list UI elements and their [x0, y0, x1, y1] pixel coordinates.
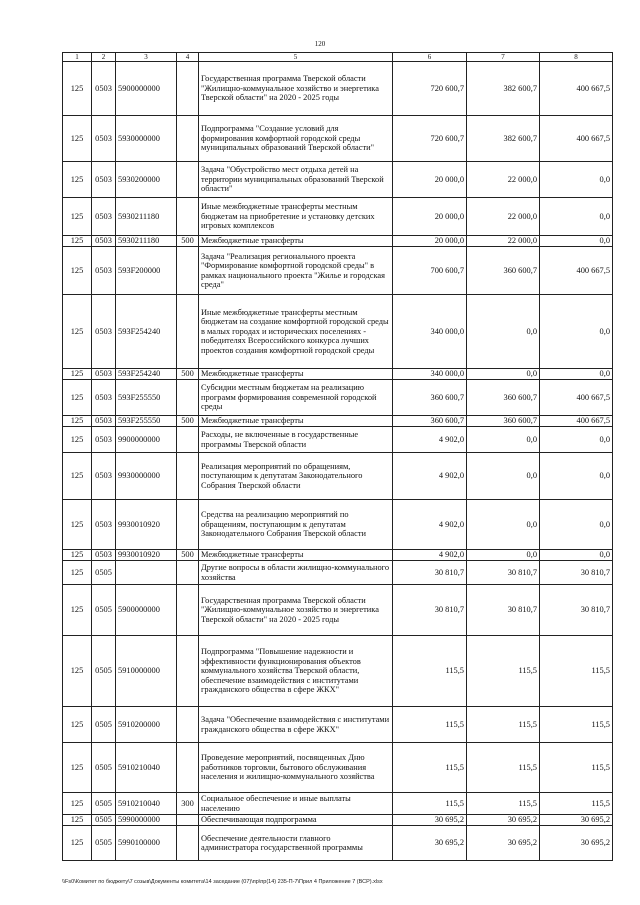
table-row: [63, 416, 613, 427]
amount-2020-cell: 30 695,2: [393, 815, 467, 826]
ministry-code-cell: 125: [63, 500, 92, 550]
amount-2022-cell: 0,0: [540, 162, 613, 198]
amount-2021-cell: 30 810,7: [467, 585, 540, 636]
amount-2022-cell: 30 810,7: [540, 561, 613, 585]
description-cell: Реализация мероприятий по обращениям, поступающим к депутатам Законодательного Собрания Тверской области: [199, 453, 393, 500]
ministry-code-cell: 125: [63, 236, 92, 247]
expense-type-cell: [177, 198, 199, 236]
target-article-cell: 5900000000: [116, 585, 177, 636]
section-code-cell: 0503: [92, 236, 116, 247]
description-cell: Государственная программа Тверской области "Жилищно-коммунальное хозяйство и энергетика Тверской области" на 2020 - 2025 годы: [199, 585, 393, 636]
expense-type-cell: [177, 295, 199, 369]
section-code-cell: 0503: [92, 500, 116, 550]
description-cell: Обеспечивающая подпрограмма: [199, 815, 393, 826]
description-cell: Средства на реализацию мероприятий по обращениям, поступающим к депутатам Законодательного Собрания Тверской области: [199, 500, 393, 550]
amount-2021-cell: 22 000,0: [467, 198, 540, 236]
description-cell: Межбюджетные трансферты: [199, 550, 393, 561]
amount-2020-cell: 700 600,7: [393, 247, 467, 295]
table-row: [63, 707, 613, 743]
target-article-cell: 5900000000: [116, 62, 177, 116]
table-row: [63, 369, 613, 380]
expense-type-cell: 500: [177, 369, 199, 380]
amount-2022-cell: 400 667,5: [540, 116, 613, 162]
amount-2022-cell: 30 810,7: [540, 585, 613, 636]
expense-type-cell: [177, 162, 199, 198]
section-code-cell: 0503: [92, 198, 116, 236]
target-article-cell: 5930211180: [116, 198, 177, 236]
table-body: [63, 62, 613, 861]
amount-2022-cell: 115,5: [540, 743, 613, 793]
file-path-footer: \\Fs0\Комитет по бюджету\7 созыв\Документы комитета\14 заседание (07)\пр\пр(14) 235-П-7\Прил 4 Приложение 7 (ВСР).xlsx: [62, 879, 383, 885]
amount-2021-cell: 115,5: [467, 743, 540, 793]
amount-2021-cell: 0,0: [467, 550, 540, 561]
amount-2022-cell: 30 695,2: [540, 815, 613, 826]
amount-2021-cell: 360 600,7: [467, 416, 540, 427]
amount-2021-cell: 0,0: [467, 295, 540, 369]
ministry-code-cell: 125: [63, 815, 92, 826]
expense-type-cell: [177, 561, 199, 585]
expense-type-cell: [177, 500, 199, 550]
ministry-code-cell: 125: [63, 380, 92, 416]
target-article-cell: 593F254240: [116, 295, 177, 369]
table-row: [63, 62, 613, 116]
amount-2021-cell: 30 695,2: [467, 826, 540, 861]
amount-2020-cell: 360 600,7: [393, 380, 467, 416]
amount-2020-cell: 20 000,0: [393, 236, 467, 247]
expense-type-cell: [177, 743, 199, 793]
table-row: [63, 500, 613, 550]
amount-2020-cell: 4 902,0: [393, 550, 467, 561]
amount-2020-cell: 115,5: [393, 636, 467, 707]
expense-type-cell: [177, 585, 199, 636]
ministry-code-cell: 125: [63, 247, 92, 295]
table-row: [63, 550, 613, 561]
target-article-cell: 593F254240: [116, 369, 177, 380]
table-row: [63, 427, 613, 453]
target-article-cell: 593F255550: [116, 380, 177, 416]
amount-2022-cell: 30 695,2: [540, 826, 613, 861]
description-cell: Иные межбюджетные трансферты местным бюджетам на приобретение и установку детских игровых комплексов: [199, 198, 393, 236]
description-cell: Задача "Реализация регионального проекта "Формирование комфортной городской среды" в рамках национального проекта "Жилье и городская среда": [199, 247, 393, 295]
ministry-code-cell: 125: [63, 116, 92, 162]
amount-2020-cell: 30 695,2: [393, 826, 467, 861]
amount-2021-cell: 22 000,0: [467, 162, 540, 198]
col-header-3: 3: [116, 53, 177, 62]
amount-2022-cell: 115,5: [540, 707, 613, 743]
table-row: [63, 585, 613, 636]
amount-2021-cell: 0,0: [467, 500, 540, 550]
amount-2021-cell: 22 000,0: [467, 236, 540, 247]
section-code-cell: 0505: [92, 743, 116, 793]
description-cell: Межбюджетные трансферты: [199, 236, 393, 247]
section-code-cell: 0503: [92, 295, 116, 369]
section-code-cell: 0503: [92, 427, 116, 453]
table-row: [63, 236, 613, 247]
amount-2020-cell: 115,5: [393, 707, 467, 743]
target-article-cell: 5930000000: [116, 116, 177, 162]
expense-type-cell: [177, 116, 199, 162]
description-cell: Проведение мероприятий, посвященных Дню работников торговли, бытового обслуживания населения и жилищно-коммунального хозяйства: [199, 743, 393, 793]
amount-2022-cell: 0,0: [540, 369, 613, 380]
amount-2021-cell: 115,5: [467, 793, 540, 815]
section-code-cell: 0503: [92, 116, 116, 162]
expense-type-cell: [177, 636, 199, 707]
amount-2020-cell: 4 902,0: [393, 427, 467, 453]
section-code-cell: 0503: [92, 416, 116, 427]
table-row: [63, 380, 613, 416]
target-article-cell: 593F200000: [116, 247, 177, 295]
expense-type-cell: 300: [177, 793, 199, 815]
amount-2021-cell: 0,0: [467, 453, 540, 500]
ministry-code-cell: 125: [63, 550, 92, 561]
amount-2022-cell: 400 667,5: [540, 62, 613, 116]
ministry-code-cell: 125: [63, 585, 92, 636]
amount-2020-cell: 340 000,0: [393, 295, 467, 369]
amount-2020-cell: 340 000,0: [393, 369, 467, 380]
ministry-code-cell: 125: [63, 826, 92, 861]
section-code-cell: 0503: [92, 369, 116, 380]
section-code-cell: 0505: [92, 707, 116, 743]
section-code-cell: 0505: [92, 561, 116, 585]
target-article-cell: 593F255550: [116, 416, 177, 427]
amount-2022-cell: 0,0: [540, 236, 613, 247]
table-row: [63, 561, 613, 585]
amount-2021-cell: 115,5: [467, 636, 540, 707]
ministry-code-cell: 125: [63, 561, 92, 585]
amount-2022-cell: 400 667,5: [540, 416, 613, 427]
amount-2022-cell: 400 667,5: [540, 380, 613, 416]
page-number: 120: [314, 40, 326, 48]
description-cell: Подпрограмма "Создание условий для формирования комфортной городской среды муниципальных образований Тверской области": [199, 116, 393, 162]
description-cell: Межбюджетные трансферты: [199, 416, 393, 427]
section-code-cell: 0505: [92, 793, 116, 815]
expense-type-cell: 500: [177, 236, 199, 247]
description-cell: Задача "Обустройство мест отдыха детей на территории муниципальных образований Тверской области": [199, 162, 393, 198]
description-cell: Расходы, не включенные в государственные программы Тверской области: [199, 427, 393, 453]
amount-2020-cell: 360 600,7: [393, 416, 467, 427]
target-article-cell: [116, 561, 177, 585]
ministry-code-cell: 125: [63, 369, 92, 380]
description-cell: Подпрограмма "Повышение надежности и эффективности функционирования объектов коммунального хозяйства Тверской области, обеспечение взаимодействия с институтами гражданского общества в сфере ЖКХ": [199, 636, 393, 707]
amount-2021-cell: 0,0: [467, 427, 540, 453]
ministry-code-cell: 125: [63, 198, 92, 236]
amount-2021-cell: 360 600,7: [467, 247, 540, 295]
amount-2020-cell: 30 810,7: [393, 561, 467, 585]
target-article-cell: 5990100000: [116, 826, 177, 861]
amount-2021-cell: 115,5: [467, 707, 540, 743]
amount-2020-cell: 30 810,7: [393, 585, 467, 636]
amount-2022-cell: 0,0: [540, 550, 613, 561]
ministry-code-cell: 125: [63, 427, 92, 453]
amount-2021-cell: 0,0: [467, 369, 540, 380]
amount-2022-cell: 0,0: [540, 453, 613, 500]
description-cell: Государственная программа Тверской области "Жилищно-коммунальное хозяйство и энергетика Тверской области" на 2020 - 2025 годы: [199, 62, 393, 116]
table-row: [63, 162, 613, 198]
section-code-cell: 0503: [92, 453, 116, 500]
expense-type-cell: [177, 815, 199, 826]
target-article-cell: 9900000000: [116, 427, 177, 453]
ministry-code-cell: 125: [63, 162, 92, 198]
budget-table: [62, 52, 613, 861]
col-header-7: 7: [467, 53, 540, 62]
amount-2021-cell: 30 695,2: [467, 815, 540, 826]
section-code-cell: 0503: [92, 62, 116, 116]
table-row: [63, 826, 613, 861]
table-row: [63, 636, 613, 707]
amount-2020-cell: 20 000,0: [393, 162, 467, 198]
ministry-code-cell: 125: [63, 453, 92, 500]
target-article-cell: 5930211180: [116, 236, 177, 247]
amount-2021-cell: 382 600,7: [467, 62, 540, 116]
amount-2022-cell: 0,0: [540, 198, 613, 236]
amount-2021-cell: 30 810,7: [467, 561, 540, 585]
amount-2020-cell: 4 902,0: [393, 453, 467, 500]
ministry-code-cell: 125: [63, 707, 92, 743]
table-row: [63, 743, 613, 793]
section-code-cell: 0503: [92, 247, 116, 295]
ministry-code-cell: 125: [63, 62, 92, 116]
amount-2020-cell: 720 600,7: [393, 62, 467, 116]
target-article-cell: 5910210040: [116, 743, 177, 793]
description-cell: Другие вопросы в области жилищно-коммунального хозяйства: [199, 561, 393, 585]
col-header-4: 4: [177, 53, 199, 62]
amount-2022-cell: 400 667,5: [540, 247, 613, 295]
description-cell: Социальное обеспечение и иные выплаты населению: [199, 793, 393, 815]
amount-2022-cell: 0,0: [540, 295, 613, 369]
amount-2022-cell: 115,5: [540, 636, 613, 707]
col-header-2: 2: [92, 53, 116, 62]
col-header-8: 8: [540, 53, 613, 62]
col-header-1: 1: [63, 53, 92, 62]
expense-type-cell: [177, 380, 199, 416]
table-row: [63, 295, 613, 369]
amount-2020-cell: 4 902,0: [393, 500, 467, 550]
target-article-cell: 5910210040: [116, 793, 177, 815]
amount-2021-cell: 360 600,7: [467, 380, 540, 416]
table-row: [63, 453, 613, 500]
target-article-cell: 5910200000: [116, 707, 177, 743]
section-code-cell: 0505: [92, 585, 116, 636]
col-header-5: 5: [199, 53, 393, 62]
description-cell: Обеспечение деятельности главного администратора государственной программы: [199, 826, 393, 861]
section-code-cell: 0505: [92, 636, 116, 707]
table-row: [63, 116, 613, 162]
description-cell: Межбюджетные трансферты: [199, 369, 393, 380]
description-cell: Задача "Обеспечение взаимодействия с институтами гражданского общества в сфере ЖКХ": [199, 707, 393, 743]
section-code-cell: 0505: [92, 815, 116, 826]
expense-type-cell: [177, 826, 199, 861]
amount-2021-cell: 382 600,7: [467, 116, 540, 162]
expense-type-cell: [177, 247, 199, 295]
expense-type-cell: 500: [177, 416, 199, 427]
table-row: [63, 198, 613, 236]
expense-type-cell: [177, 453, 199, 500]
amount-2020-cell: 115,5: [393, 793, 467, 815]
column-number-row: [63, 53, 613, 62]
description-cell: Субсидии местным бюджетам на реализацию программ формирования современной городской среды: [199, 380, 393, 416]
target-article-cell: 5990000000: [116, 815, 177, 826]
section-code-cell: 0503: [92, 550, 116, 561]
col-header-6: 6: [393, 53, 467, 62]
amount-2022-cell: 0,0: [540, 427, 613, 453]
ministry-code-cell: 125: [63, 636, 92, 707]
expense-type-cell: [177, 707, 199, 743]
section-code-cell: 0503: [92, 162, 116, 198]
amount-2020-cell: 20 000,0: [393, 198, 467, 236]
description-cell: Иные межбюджетные трансферты местным бюджетам на создание комфортной городской среды в малых городах и исторических поселениях - победителях Всероссийского конкурса лучших проектов создания комфортной городской среды: [199, 295, 393, 369]
target-article-cell: 9930010920: [116, 550, 177, 561]
expense-type-cell: [177, 427, 199, 453]
amount-2020-cell: 115,5: [393, 743, 467, 793]
table-row: [63, 247, 613, 295]
ministry-code-cell: 125: [63, 416, 92, 427]
table-row: [63, 815, 613, 826]
table-row: [63, 793, 613, 815]
amount-2022-cell: 115,5: [540, 793, 613, 815]
target-article-cell: 5930200000: [116, 162, 177, 198]
ministry-code-cell: 125: [63, 793, 92, 815]
section-code-cell: 0505: [92, 826, 116, 861]
target-article-cell: 5910000000: [116, 636, 177, 707]
target-article-cell: 9930000000: [116, 453, 177, 500]
amount-2022-cell: 0,0: [540, 500, 613, 550]
amount-2020-cell: 720 600,7: [393, 116, 467, 162]
section-code-cell: 0503: [92, 380, 116, 416]
expense-type-cell: [177, 62, 199, 116]
ministry-code-cell: 125: [63, 743, 92, 793]
ministry-code-cell: 125: [63, 295, 92, 369]
expense-type-cell: 500: [177, 550, 199, 561]
target-article-cell: 9930010920: [116, 500, 177, 550]
